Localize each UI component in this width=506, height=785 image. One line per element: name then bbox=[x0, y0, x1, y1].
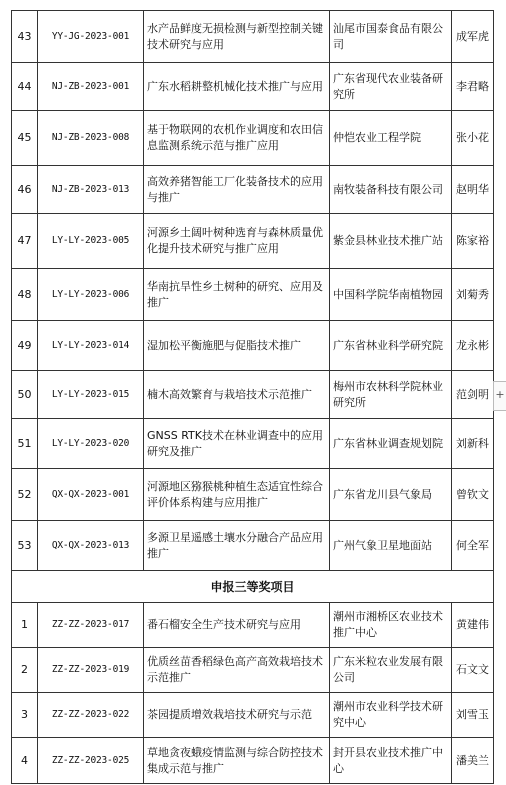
row-number: 44 bbox=[12, 63, 38, 111]
row-number: 1 bbox=[12, 603, 38, 648]
project-code: ZZ-ZZ-2023-019 bbox=[38, 648, 144, 693]
project-name: 河源地区猕猴桃种植生态适宜性综合评价体系构建与应用推广 bbox=[144, 469, 330, 521]
project-name: 茶园提质增效栽培技术研究与示范 bbox=[144, 693, 330, 738]
person-name: 龙永彬 bbox=[452, 321, 494, 371]
table-row bbox=[12, 521, 494, 571]
unit-name: 汕尾市国泰食品有限公司 bbox=[330, 11, 452, 63]
person-name: 张小花 bbox=[452, 111, 494, 166]
row-number: 51 bbox=[12, 419, 38, 469]
person-name: 潘美兰 bbox=[452, 738, 494, 784]
project-name: 基于物联网的农机作业调度和农田信息监测系统示范与推广应用 bbox=[144, 111, 330, 166]
project-name: 草地贪夜蛾疫情监测与综合防控技术集成示范与推广 bbox=[144, 738, 330, 784]
person-name: 黄建伟 bbox=[452, 603, 494, 648]
project-name: 广东水稻耕整机械化技术推广与应用 bbox=[144, 63, 330, 111]
table-row bbox=[12, 603, 494, 648]
section-header-row bbox=[12, 571, 494, 603]
table-body-rank2 bbox=[12, 11, 494, 571]
unit-name: 广东省林业科学研究院 bbox=[330, 321, 452, 371]
project-name: 多源卫星遥感土壤水分融合产品应用推广 bbox=[144, 521, 330, 571]
row-number: 53 bbox=[12, 521, 38, 571]
table-row bbox=[12, 469, 494, 521]
project-code: LY-LY-2023-015 bbox=[38, 371, 144, 419]
unit-name: 潮州市湘桥区农业技术推广中心 bbox=[330, 603, 452, 648]
person-name: 赵明华 bbox=[452, 166, 494, 214]
project-code: ZZ-ZZ-2023-017 bbox=[38, 603, 144, 648]
person-name: 陈家裕 bbox=[452, 214, 494, 269]
project-code: LY-LY-2023-020 bbox=[38, 419, 144, 469]
row-number: 48 bbox=[12, 269, 38, 321]
project-name: 优质丝苗香稻绿色高产高效栽培技术示范推广 bbox=[144, 648, 330, 693]
row-number: 43 bbox=[12, 11, 38, 63]
project-code: NJ-ZB-2023-013 bbox=[38, 166, 144, 214]
project-name: 湿加松平衡施肥与促脂技术推广 bbox=[144, 321, 330, 371]
table-row bbox=[12, 63, 494, 111]
row-number: 50 bbox=[12, 371, 38, 419]
unit-name: 广东米粒农业发展有限公司 bbox=[330, 648, 452, 693]
project-code: QX-QX-2023-001 bbox=[38, 469, 144, 521]
project-name: 番石榴安全生产技术研究与应用 bbox=[144, 603, 330, 648]
table-row bbox=[12, 166, 494, 214]
table-row bbox=[12, 693, 494, 738]
person-name: 成军虎 bbox=[452, 11, 494, 63]
project-code: LY-LY-2023-005 bbox=[38, 214, 144, 269]
table-row bbox=[12, 214, 494, 269]
row-number: 4 bbox=[12, 738, 38, 784]
row-number: 45 bbox=[12, 111, 38, 166]
person-name: 刘新科 bbox=[452, 419, 494, 469]
unit-name: 广东省现代农业装备研究所 bbox=[330, 63, 452, 111]
unit-name: 潮州市农业科学技术研究中心 bbox=[330, 693, 452, 738]
table-body-rank3 bbox=[12, 603, 494, 784]
project-name: 高效养猪智能工厂化装备技术的应用与推广 bbox=[144, 166, 330, 214]
row-number: 52 bbox=[12, 469, 38, 521]
row-number: 2 bbox=[12, 648, 38, 693]
table-row bbox=[12, 111, 494, 166]
table-row bbox=[12, 371, 494, 419]
unit-name: 中国科学院华南植物园 bbox=[330, 269, 452, 321]
table-row bbox=[12, 269, 494, 321]
project-code: QX-QX-2023-013 bbox=[38, 521, 144, 571]
person-name: 刘雪玉 bbox=[452, 693, 494, 738]
project-code: ZZ-ZZ-2023-022 bbox=[38, 693, 144, 738]
project-name: GNSS RTK技术在林业调查中的应用研究及推广 bbox=[144, 419, 330, 469]
project-name: 水产品鲜度无损检测与新型控制关键技术研究与应用 bbox=[144, 11, 330, 63]
project-name: 河源乡土阔叶树种选育与森林质量优化提升技术研究与推广应用 bbox=[144, 214, 330, 269]
table-body-section bbox=[12, 571, 494, 603]
unit-name: 广东省龙川县气象局 bbox=[330, 469, 452, 521]
person-name: 曾钦文 bbox=[452, 469, 494, 521]
person-name: 何全军 bbox=[452, 521, 494, 571]
edge-expand-button[interactable]: + bbox=[493, 381, 506, 411]
person-name: 李君略 bbox=[452, 63, 494, 111]
project-name: 楠木高效繁育与栽培技术示范推广 bbox=[144, 371, 330, 419]
table-row bbox=[12, 321, 494, 371]
project-code: LY-LY-2023-006 bbox=[38, 269, 144, 321]
table-row bbox=[12, 419, 494, 469]
person-name: 范剑明 bbox=[452, 371, 494, 419]
unit-name: 封开县农业技术推广中心 bbox=[330, 738, 452, 784]
row-number: 46 bbox=[12, 166, 38, 214]
project-name: 华南抗旱性乡土树种的研究、应用及推广 bbox=[144, 269, 330, 321]
row-number: 47 bbox=[12, 214, 38, 269]
project-code: LY-LY-2023-014 bbox=[38, 321, 144, 371]
project-code: NJ-ZB-2023-001 bbox=[38, 63, 144, 111]
unit-name: 南牧装备科技有限公司 bbox=[330, 166, 452, 214]
unit-name: 紫金县林业技术推广站 bbox=[330, 214, 452, 269]
person-name: 刘菊秀 bbox=[452, 269, 494, 321]
project-code: NJ-ZB-2023-008 bbox=[38, 111, 144, 166]
unit-name: 广州气象卫星地面站 bbox=[330, 521, 452, 571]
project-table bbox=[11, 10, 494, 784]
project-code: YY-JG-2023-001 bbox=[38, 11, 144, 63]
row-number: 49 bbox=[12, 321, 38, 371]
unit-name: 梅州市农林科学院林业研究所 bbox=[330, 371, 452, 419]
table-row bbox=[12, 11, 494, 63]
table-row bbox=[12, 738, 494, 784]
row-number: 3 bbox=[12, 693, 38, 738]
person-name: 石文文 bbox=[452, 648, 494, 693]
table-row bbox=[12, 648, 494, 693]
unit-name: 广东省林业调查规划院 bbox=[330, 419, 452, 469]
section-title: 申报三等奖项目 bbox=[12, 571, 494, 603]
unit-name: 仲恺农业工程学院 bbox=[330, 111, 452, 166]
project-code: ZZ-ZZ-2023-025 bbox=[38, 738, 144, 784]
